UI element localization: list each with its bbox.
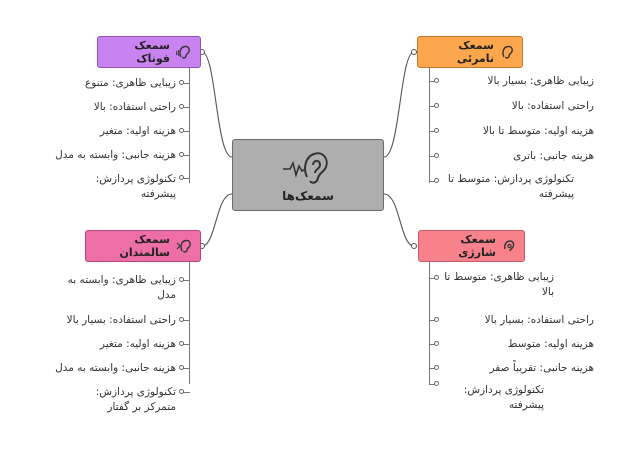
central-topic[interactable]: [232, 139, 384, 211]
list-item: هزینه اولیه: متغیر: [99, 125, 176, 137]
list-item: زیبایی ظاهری: وابسته به مدل: [67, 274, 176, 301]
bullet: [179, 277, 184, 282]
category-rechargeable-label: سمعک شارژی: [458, 233, 496, 259]
list-item: هزینه اولیه: متوسط: [507, 338, 594, 350]
bullet: [434, 381, 439, 386]
ear-icon: [281, 147, 335, 187]
list-item: راحتی استفاده: بالا: [93, 101, 176, 113]
category-phonak[interactable]: [97, 36, 201, 68]
bullet: [179, 389, 184, 394]
bullet: [179, 365, 184, 370]
category-elderly[interactable]: [85, 230, 201, 262]
list-item: تکنولوژی پردازش: متوسط تا پیشرفته: [447, 173, 574, 200]
list-item: زیبایی ظاهری: متوسط تا بالا: [444, 271, 554, 298]
bullet: [434, 103, 439, 108]
list-item: هزینه جانبی: وابسته به مدل: [55, 362, 176, 374]
hearing-aid-icon: [502, 239, 516, 253]
hearing-icon: [176, 45, 192, 59]
list-item: زیبایی ظاهری: بسیار بالا: [487, 75, 594, 87]
bullet: [179, 341, 184, 346]
bullet: [434, 78, 439, 83]
central-topic-label: سمعک‌ها: [282, 189, 334, 203]
list-item: زیبایی ظاهری: متنوع: [84, 77, 176, 89]
list-item: هزینه جانبی: باتری: [513, 150, 594, 162]
bullet: [179, 152, 184, 157]
bullet: [179, 80, 184, 85]
category-invisible-label: سمعک نامرئی: [456, 39, 494, 65]
bullet: [434, 365, 439, 370]
bullet: [434, 341, 439, 346]
list-item: هزینه جانبی: تقریباً صفر: [489, 362, 594, 374]
list-item: هزینه اولیه: متغیر: [99, 338, 176, 350]
category-elderly-label: سمعک سالمندان: [119, 233, 170, 259]
bullet: [179, 317, 184, 322]
bullet: [179, 175, 184, 180]
list-item: هزینه اولیه: متوسط تا بالا: [482, 125, 594, 137]
bullet: [434, 317, 439, 322]
branch-stem: [429, 262, 430, 384]
bullet: [179, 104, 184, 109]
list-item: راحتی استفاده: بالا: [511, 100, 594, 112]
branch-stem: [189, 68, 190, 183]
bullet: [434, 275, 439, 280]
bullet: [434, 153, 439, 158]
list-item: راحتی استفاده: بسیار بالا: [66, 314, 176, 326]
bullet: [434, 178, 439, 183]
list-item: هزینه جانبی: وابسته به مدل: [55, 149, 176, 161]
branch-stem: [429, 68, 430, 183]
bullet: [179, 128, 184, 133]
list-item: راحتی استفاده: بسیار بالا: [484, 314, 594, 326]
category-invisible[interactable]: [417, 36, 523, 68]
category-rechargeable[interactable]: [418, 230, 525, 262]
deaf-icon: [176, 239, 192, 253]
list-item: تکنولوژی پردازش: پیشرفته: [95, 173, 176, 200]
category-phonak-label: سمعک فوناک: [134, 39, 170, 65]
bullet: [434, 128, 439, 133]
ear-icon: [500, 45, 514, 59]
list-item: تکنولوژی پردازش: متمرکز بر گفتار: [95, 386, 176, 413]
list-item: تکنولوژی پردازش: پیشرفته: [463, 384, 544, 411]
